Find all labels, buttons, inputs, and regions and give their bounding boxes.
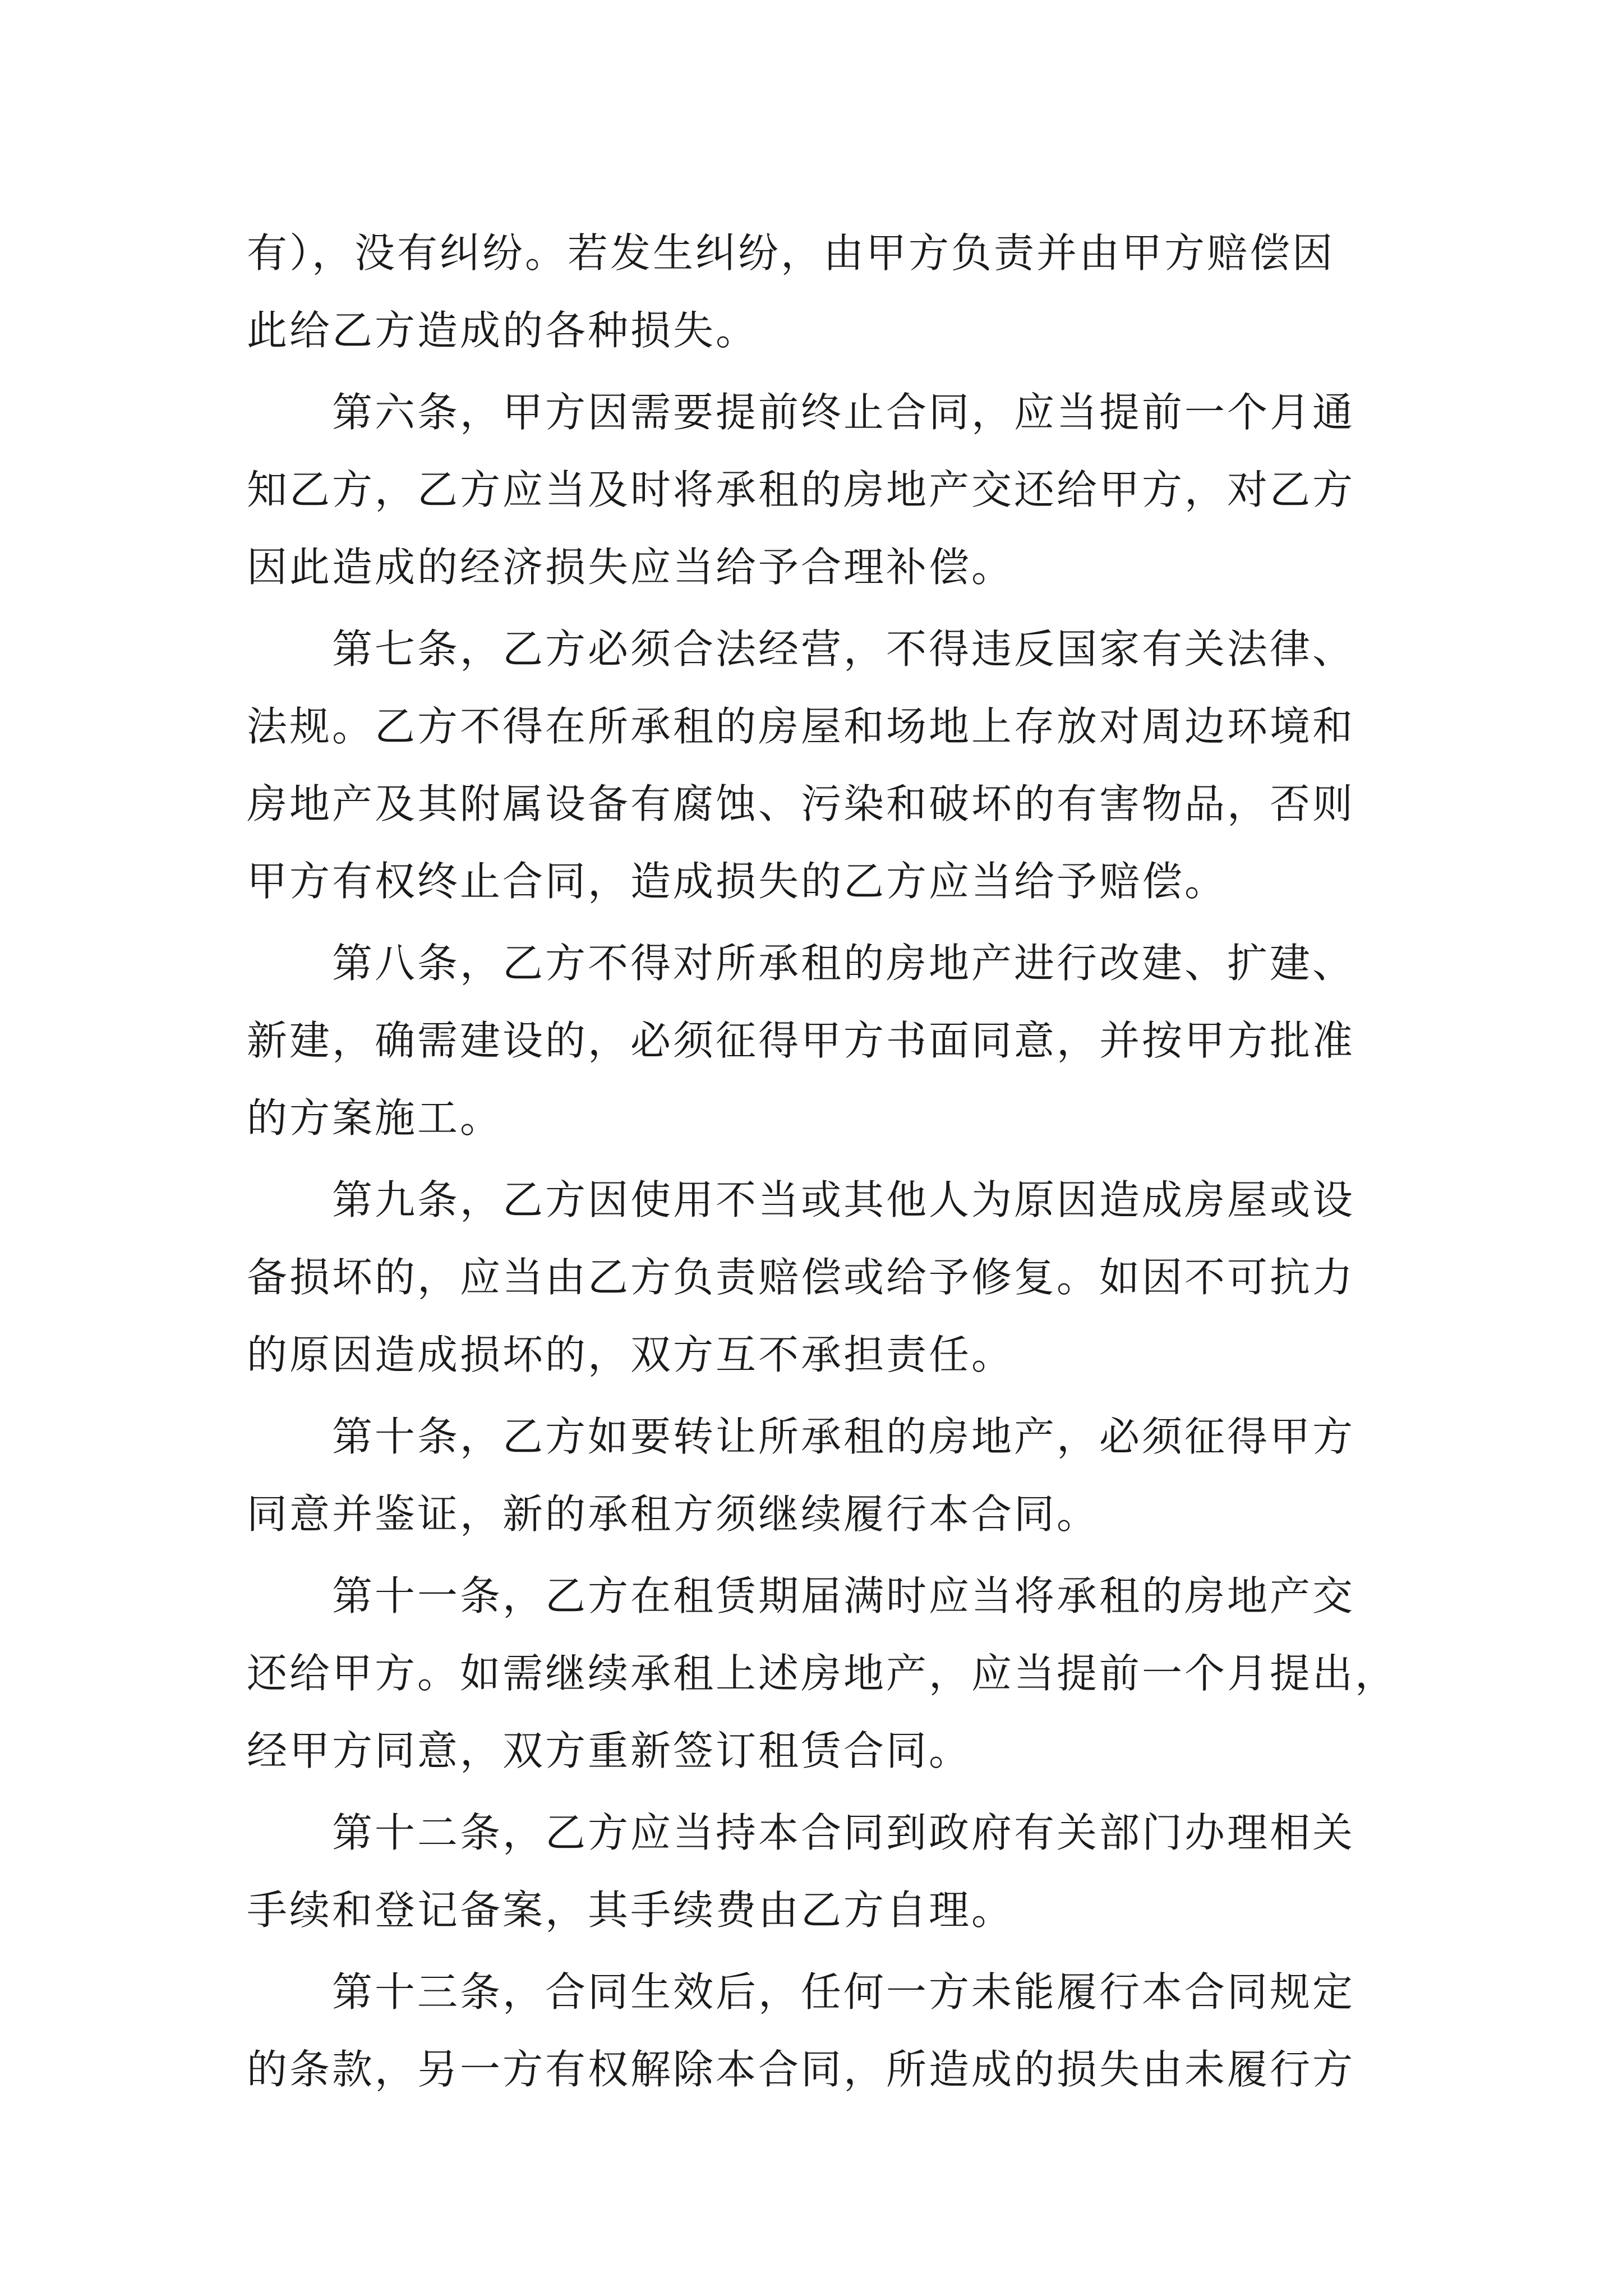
text-line: 还给甲方。如需继续承租上述房地产，应当提前一个月提出， [247, 1650, 1398, 1697]
text-line: 第六条，甲方因需要提前终止合同，应当提前一个月通 [247, 389, 1355, 436]
text-line: 的方案施工。 [247, 1094, 503, 1142]
text-line: 第十三条，合同生效后，任何一方未能履行本合同规定 [247, 1968, 1355, 2016]
text-line: 新建，确需建设的，必须征得甲方书面同意，并按甲方批准 [247, 1017, 1355, 1064]
text-line: 的条款，另一方有权解除本合同，所造成的损失由未履行方 [247, 2046, 1355, 2093]
text-line: 法规。乙方不得在所承租的房屋和场地上存放对周边环境和 [247, 703, 1355, 750]
text-line: 第七条，乙方必须合法经营，不得违反国家有关法律、 [247, 625, 1355, 673]
text-line: 的原因造成损坏的，双方互不承担责任。 [247, 1331, 1015, 1378]
text-line: 有），没有纠纷。若发生纠纷，由甲方负责并由甲方赔偿因 [247, 229, 1335, 277]
text-line: 房地产及其附属设备有腐蚀、污染和破坏的有害物品，否则 [247, 780, 1355, 827]
text-line: 第十一条，乙方在租赁期届满时应当将承租的房地产交 [247, 1572, 1355, 1619]
text-line: 备损坏的，应当由乙方负责赔偿或给予修复。如因不可抗力 [247, 1254, 1355, 1301]
text-line: 甲方有权终止合同，造成损失的乙方应当给予赔偿。 [247, 858, 1228, 905]
text-line: 同意并鉴证，新的承租方须继续履行本合同。 [247, 1490, 1100, 1538]
contract-body-text [247, 214, 1398, 2108]
text-line: 第十二条，乙方应当持本合同到政府有关部门办理相关 [247, 1809, 1355, 1856]
text-line: 因此造成的经济损失应当给予合理补偿。 [247, 544, 1015, 591]
text-line: 第九条，乙方因使用不当或其他人为原因造成房屋或设 [247, 1176, 1355, 1223]
text-line: 经甲方同意，双方重新签订租赁合同。 [247, 1727, 972, 1774]
text-line: 第八条，乙方不得对所承租的房地产进行改建、扩建、 [247, 940, 1355, 987]
text-line: 第十条，乙方如要转让所承租的房地产，必须征得甲方 [247, 1413, 1355, 1460]
text-line: 此给乙方造成的各种损失。 [247, 307, 759, 354]
text-line: 手续和登记备案，其手续费由乙方自理。 [247, 1887, 1015, 1934]
text-line: 知乙方，乙方应当及时将承租的房地产交还给甲方，对乙方 [247, 466, 1355, 513]
